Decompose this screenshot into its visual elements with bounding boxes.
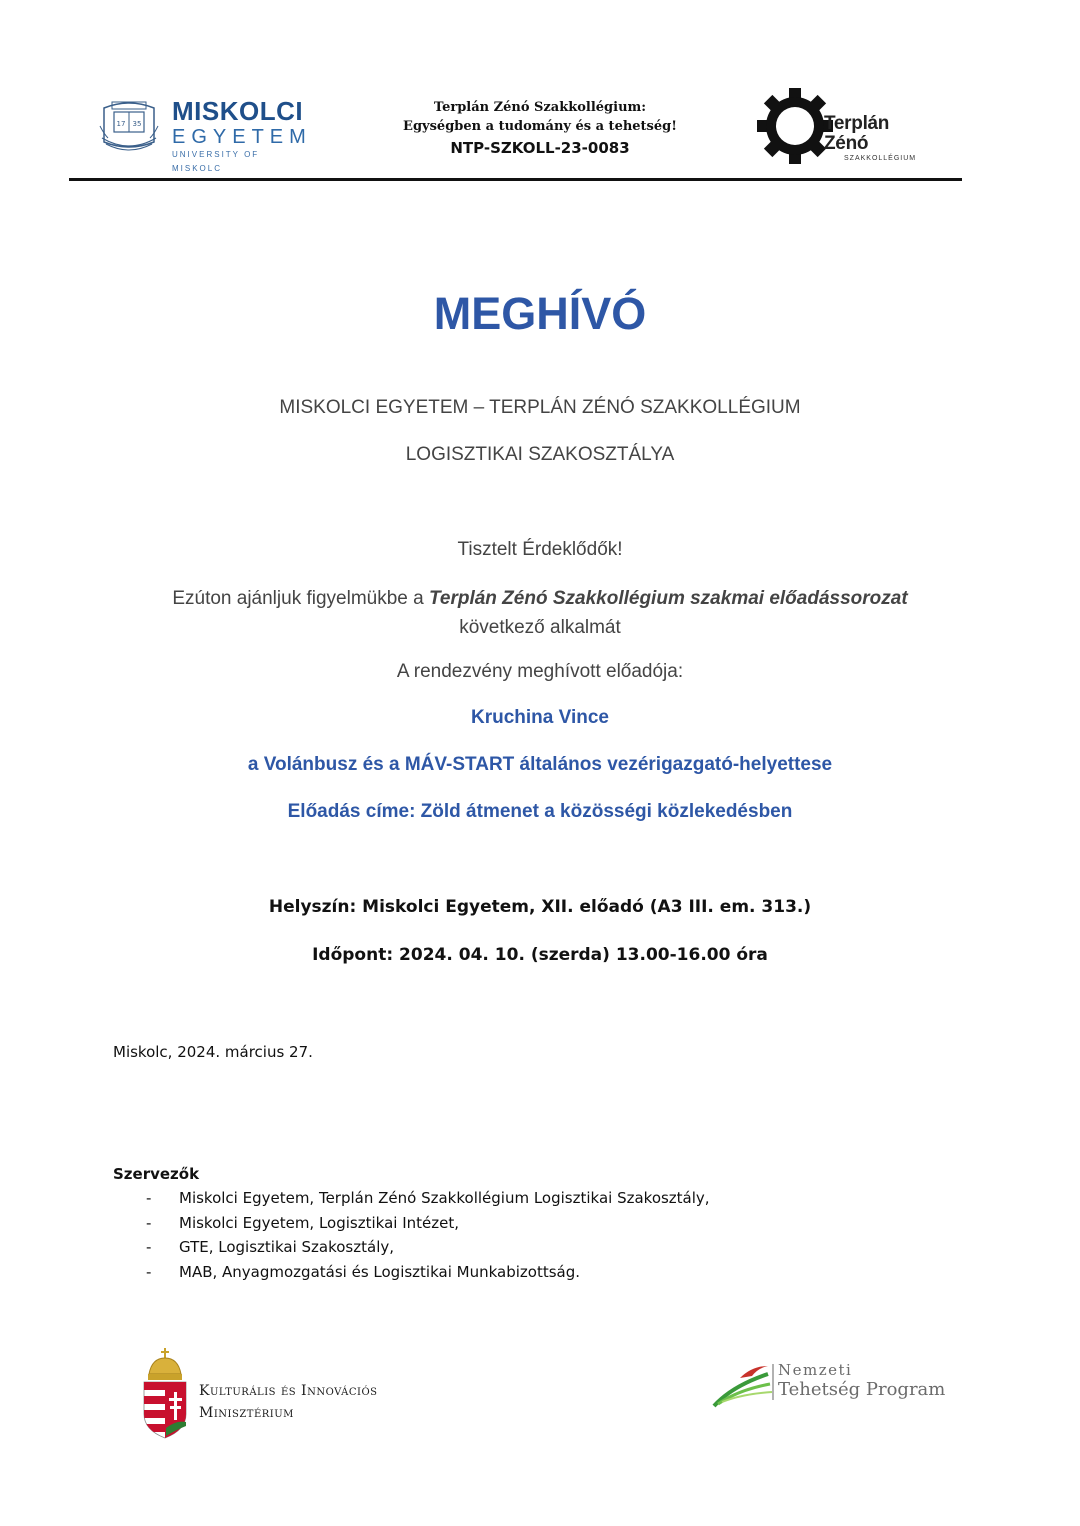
event-time: Időpont: 2024. 04. 10. (szerda) 13.00-16.00 óra: [312, 945, 768, 965]
greeting: Tisztelt Érdeklődők!: [457, 539, 623, 560]
project-line1: Terplán Zénó Szakkollégium:: [433, 100, 647, 115]
organizer-text: MAB, Anyagmozgatási és Logisztikai Munkabizottság.: [179, 1262, 581, 1281]
list-item: [113, 1211, 710, 1236]
university-name-line1: MISKOLCI: [172, 96, 304, 126]
list-dash: -: [146, 1189, 152, 1207]
intro-paragraph: [0, 584, 1080, 642]
college-subtitle: SZAKKOLLÉGIUM: [844, 155, 917, 162]
ministry-logo: [140, 1348, 450, 1440]
ministry-name-line1: Kulturális és Innovációs: [199, 1383, 378, 1399]
project-line2: Egységben a tudomány és a tehetség!: [403, 119, 677, 134]
intro-emphasis: Terplán Zénó Szakkollégium szakmai előadássorozat: [428, 588, 908, 609]
university-logo: [98, 96, 312, 173]
organizers-list: [113, 1186, 710, 1284]
coat-of-arms-icon: [140, 1348, 190, 1440]
seal-year-right: 35: [132, 120, 142, 128]
place-date: Miskolc, 2024. március 27.: [113, 1043, 313, 1061]
college-name: Terplán Zénó: [824, 113, 890, 154]
lecture-title: Előadás címe: Zöld átmenet a közösségi közlekedésben: [287, 801, 793, 822]
organizer-text: GTE, Logisztikai Szakosztály,: [179, 1238, 395, 1256]
list-dash: -: [146, 1213, 152, 1232]
header-divider: [69, 178, 962, 181]
list-item: [113, 1235, 710, 1260]
ministry-name-line2: Minisztérium: [199, 1405, 294, 1421]
organization-line2: LOGISZTIKAI SZAKOSZTÁLYA: [405, 444, 675, 465]
speaker-name: Kruchina Vince: [471, 707, 609, 728]
ntp-name-line2: Tehetség Program: [778, 1379, 946, 1400]
ntp-name-line1: Nemzeti: [778, 1361, 853, 1379]
organizer-text: Miskolci Egyetem, Logisztikai Intézet,: [179, 1213, 460, 1232]
university-name-line3: UNIVERSITY OF MISKOLC: [172, 150, 260, 173]
gear-icon: [756, 86, 834, 166]
invited-speaker-label: A rendezvény meghívott előadója:: [396, 661, 684, 682]
organizers-heading: Szervezők: [113, 1165, 200, 1183]
organizer-text: Miskolci Egyetem, Terplán Zénó Szakkollégium Logisztikai Szakosztály,: [179, 1189, 710, 1207]
intro-prefix: Ezúton ajánljuk figyelmükbe a: [172, 588, 429, 609]
organization-line1: MISKOLCI EGYETEM – TERPLÁN ZÉNÓ SZAKKOLLÉGIUM: [279, 397, 801, 418]
event-location: Helyszín: Miskolci Egyetem, XII. előadó (A3 III. em. 313.): [268, 897, 812, 917]
list-dash: -: [146, 1262, 152, 1281]
page-title: MEGHÍVÓ: [433, 288, 647, 339]
list-item: [113, 1260, 710, 1285]
list-dash: -: [146, 1238, 152, 1256]
seal-year-left: 17: [116, 120, 126, 128]
project-code: NTP-SZKOLL-23-0083: [450, 139, 630, 157]
college-logo: [756, 86, 916, 166]
university-seal-icon: [98, 96, 160, 158]
speaker-role: a Volánbusz és a MÁV-START általános vezérigazgató-helyettese: [247, 754, 833, 775]
project-header: [340, 98, 740, 160]
ntp-swoosh-icon: [712, 1360, 776, 1410]
intro-suffix: következő alkalmát: [459, 617, 621, 638]
list-item: [113, 1186, 710, 1211]
university-name-line2: EGYETEM: [172, 126, 312, 148]
ntp-logo: [712, 1360, 952, 1416]
